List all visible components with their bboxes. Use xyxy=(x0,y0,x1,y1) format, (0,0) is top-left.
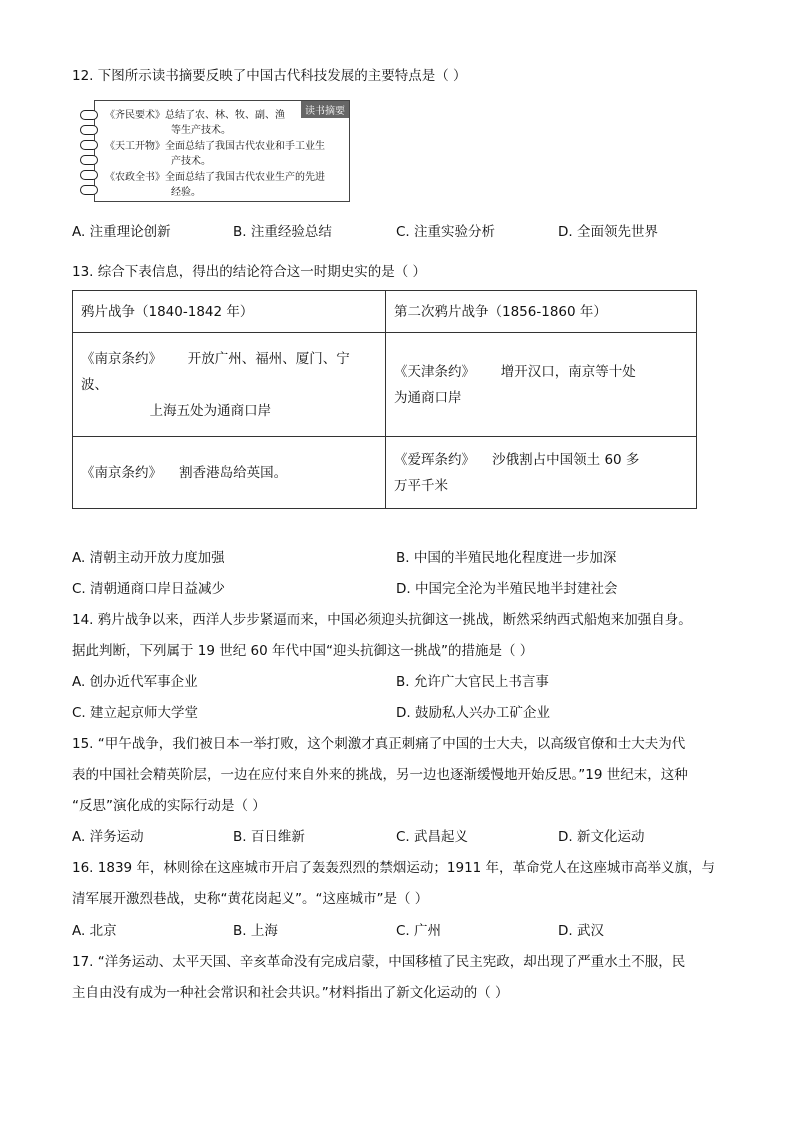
treaty-table xyxy=(72,290,697,509)
q16-option-c[interactable]: C. 广州 xyxy=(396,923,442,939)
q15-option-a[interactable]: A. 洋务运动 xyxy=(72,829,144,845)
cell-line: 《天津条约》 增开汉口，南京等十处 xyxy=(394,363,636,380)
table-header: 鸦片战争（1840-1842 年） xyxy=(73,291,386,333)
q14-option-c[interactable]: C. 建立起京师大学堂 xyxy=(72,705,199,721)
table-cell xyxy=(386,333,697,437)
q13-option-b[interactable]: B. 中国的半殖民地化程度进一步加深 xyxy=(396,550,617,566)
q14-option-d[interactable]: D. 鼓励私人兴办工矿企业 xyxy=(396,705,550,721)
notebook-line: 产技术。 xyxy=(171,156,211,167)
cell-line: 《南京条约》 开放广州、福州、厦门、宁 xyxy=(81,350,350,367)
q13-option-d[interactable]: D. 中国完全沦为半殖民地半封建社会 xyxy=(396,581,618,597)
binder-ring-icon xyxy=(80,110,98,120)
question-15-stem: “反思”演化成的实际行动是（ ） xyxy=(72,798,266,814)
table-header: 第二次鸦片战争（1856-1860 年） xyxy=(386,291,697,333)
q12-option-b[interactable]: B. 注重经验总结 xyxy=(233,224,332,240)
notebook-line: 《天工开物》全面总结了我国古代农业和手工业生 xyxy=(105,141,325,152)
q13-option-a[interactable]: A. 清朝主动开放力度加强 xyxy=(72,550,225,566)
question-12-stem: 12. 下图所示读书摘要反映了中国古代科技发展的主要特点是（ ） xyxy=(72,68,467,84)
cell-line: 上海五处为通商口岸 xyxy=(81,402,272,419)
q15-option-c[interactable]: C. 武昌起义 xyxy=(396,829,469,845)
table-cell xyxy=(73,333,386,437)
q16-option-a[interactable]: A. 北京 xyxy=(72,923,117,939)
q15-option-d[interactable]: D. 新文化运动 xyxy=(558,829,645,845)
table-row xyxy=(73,333,697,437)
cell-line: 《爱珲条约》 沙俄割占中国领土 60 多 xyxy=(394,451,640,468)
table-cell xyxy=(73,437,386,509)
cell-line: 万平千米 xyxy=(394,477,448,494)
notebook-line: 经验。 xyxy=(171,187,201,198)
notebook-line: 《齐民要术》总结了农、林、牧、副、渔 xyxy=(105,110,285,121)
binder-ring-icon xyxy=(80,125,98,135)
question-14-stem: 据此判断，下列属于 19 世纪 60 年代中国“迎头抗御这一挑战”的措施是（ ） xyxy=(72,643,534,659)
q14-option-b[interactable]: B. 允许广大官民上书言事 xyxy=(396,674,549,690)
question-17-stem: 主自由没有成为一种社会常识和社会共识。”材料指出了新文化运动的（ ） xyxy=(72,985,509,1001)
q14-option-a[interactable]: A. 创办近代军事企业 xyxy=(72,674,198,690)
binder-ring-icon xyxy=(80,170,98,180)
table-cell xyxy=(386,437,697,509)
table-row xyxy=(73,437,697,509)
question-15-stem: 表的中国社会精英阶层，一边在应付来自外来的挑战，另一边也逐渐缓慢地开始反思。”19 世纪末，这种 xyxy=(72,767,688,783)
question-16-stem: 清军展开激烈巷战，史称“黄花岗起义”。“这座城市”是（ ） xyxy=(72,891,429,907)
reading-notes-figure xyxy=(80,98,350,202)
q12-option-a[interactable]: A. 注重理论创新 xyxy=(72,224,171,240)
q16-option-b[interactable]: B. 上海 xyxy=(233,923,278,939)
q12-option-c[interactable]: C. 注重实验分析 xyxy=(396,224,496,240)
notebook-line: 等生产技术。 xyxy=(171,125,231,136)
question-13-stem: 13. 综合下表信息，得出的结论符合这一时期史实的是（ ） xyxy=(72,264,427,280)
table-header-row xyxy=(73,291,697,333)
notebook-tag: 读书摘要 xyxy=(301,101,349,118)
question-15-stem: 15. “甲午战争，我们被日本一举打败，这个刺激才真正刺痛了中国的士大夫，以高级官僚和士大夫为代 xyxy=(72,736,686,752)
binder-ring-icon xyxy=(80,185,98,195)
notebook-line: 《农政全书》全面总结了我国古代农业生产的先进 xyxy=(105,172,325,183)
binder-ring-icon xyxy=(80,140,98,150)
question-16-stem: 16. 1839 年，林则徐在这座城市开启了轰轰烈烈的禁烟运动；1911 年，革命党人在这座城市高举义旗，与 xyxy=(72,860,716,876)
binder-ring-icon xyxy=(80,155,98,165)
q16-option-d[interactable]: D. 武汉 xyxy=(558,923,604,939)
q12-option-d[interactable]: D. 全面领先世界 xyxy=(558,224,658,240)
q15-option-b[interactable]: B. 百日维新 xyxy=(233,829,305,845)
notebook-page xyxy=(94,100,350,202)
cell-line: 为通商口岸 xyxy=(394,389,462,406)
question-17-stem: 17. “洋务运动、太平天国、辛亥革命没有完成启蒙，中国移植了民主宪政，却出现了严重水土不服，民 xyxy=(72,954,686,970)
cell-line: 波、 xyxy=(81,376,108,393)
q13-option-c[interactable]: C. 清朝通商口岸日益减少 xyxy=(72,581,226,597)
cell-line: 《南京条约》 割香港岛给英国。 xyxy=(81,464,288,481)
question-14-stem: 14. 鸦片战争以来，西洋人步步紧逼而来，中国必须迎头抗御这一挑战，断然采纳西式船炮来加强自身。 xyxy=(72,612,692,628)
